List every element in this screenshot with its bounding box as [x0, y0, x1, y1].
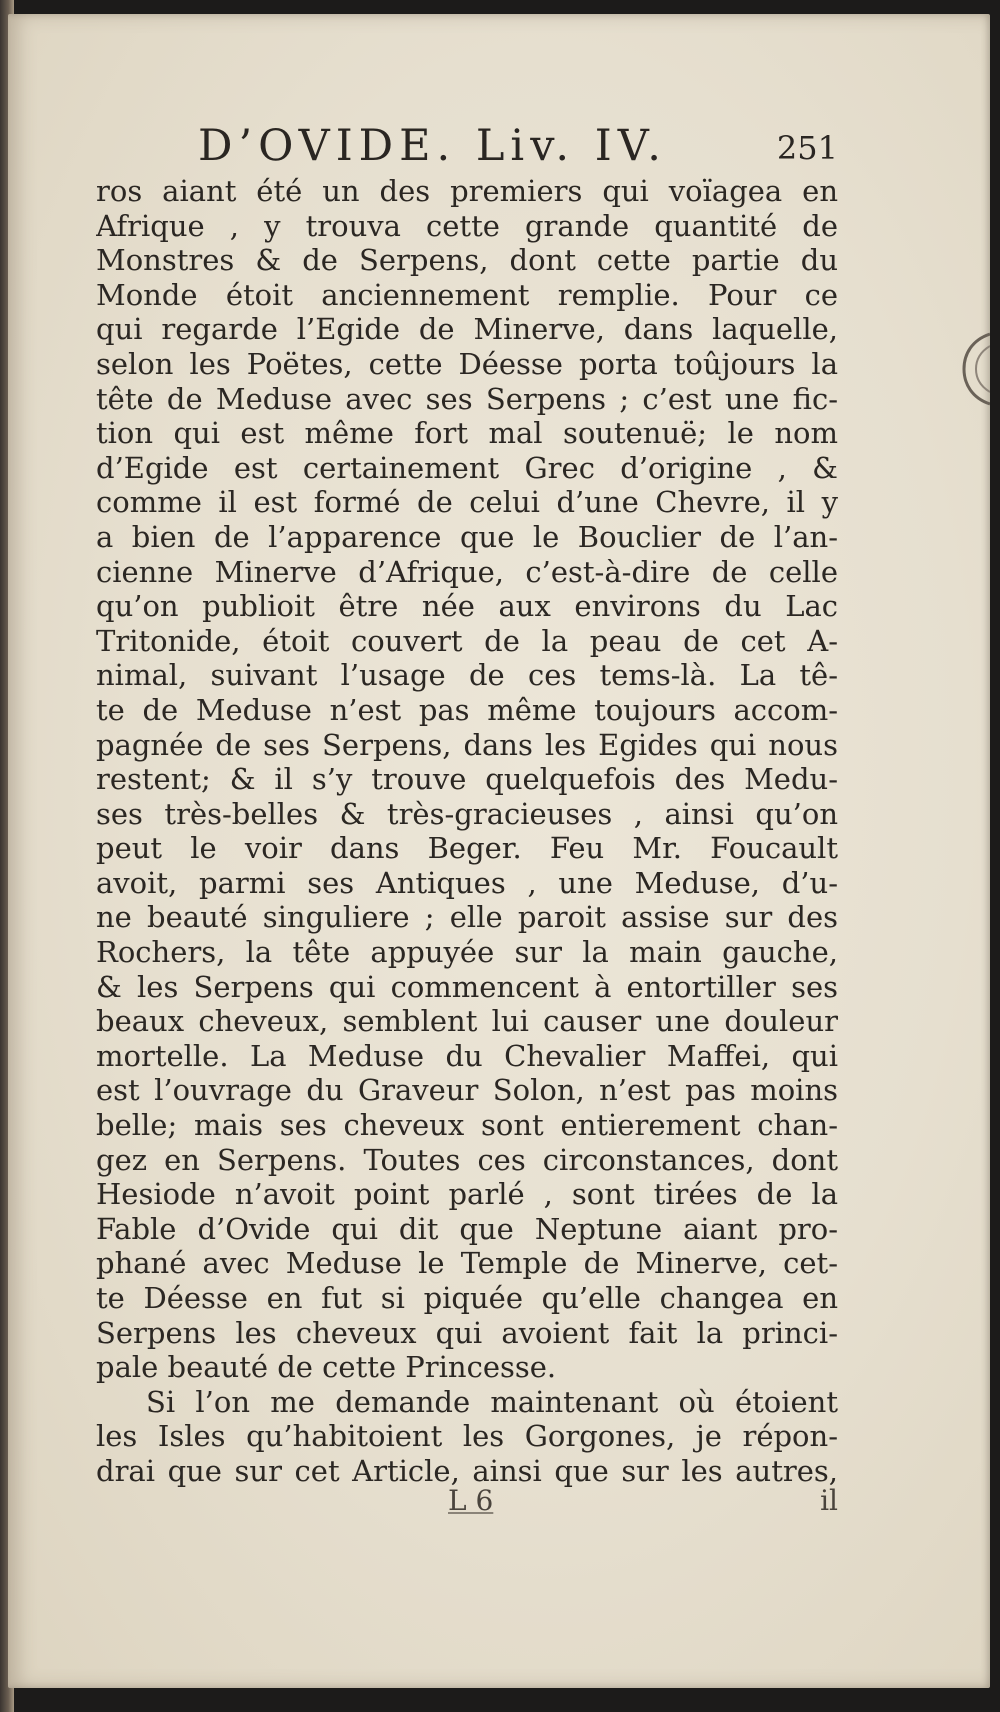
text-line: te de Meduse n’est pas même toujours accom-	[96, 692, 838, 727]
text-line: gez en Serpens. Toutes ces circonstances, dont	[96, 1142, 838, 1177]
signature-mark: L 6	[448, 1484, 494, 1517]
text-line: pagnée de ses Serpens, dans les Egides qui nous	[96, 727, 838, 762]
text-line: est l’ouvrage du Graveur Solon, n’est pas moins	[96, 1073, 838, 1108]
text-line: Rochers, la tête appuyée sur la main gauche,	[96, 935, 838, 970]
text-line: ros aiant été un des premiers qui voïagea en	[96, 174, 838, 208]
text-line: avoit, parmi ses Antiques , une Meduse, d’u-	[96, 865, 838, 900]
page-number: 251	[776, 129, 838, 167]
text-line: qui regarde l’Egide de Minerve, dans laquelle,	[96, 312, 838, 347]
text-line: d’Egide est certainement Grec d’origine , &	[96, 450, 838, 485]
text-line: tête de Meduse avec ses Serpens ; c’est une fic-	[96, 381, 838, 416]
text-line: cienne Minerve d’Afrique, c’est-à-dire de celle	[96, 554, 838, 589]
text-line: belle; mais ses cheveux sont entierement chan-	[96, 1108, 838, 1143]
text-line: beaux cheveux, semblent lui causer une douleur	[96, 1004, 838, 1039]
text-line: comme il est formé de celui d’une Chevre, il y	[96, 485, 838, 520]
text-line: phané avec Meduse le Temple de Minerve, cet-	[96, 1246, 838, 1281]
text-line: selon les Poëtes, cette Déesse porta toûjours la	[96, 346, 838, 381]
page-clip-icon	[960, 332, 990, 406]
book-page	[8, 14, 990, 1688]
text-line: te Déesse en fut si piquée qu’elle changea en	[96, 1281, 838, 1315]
text-line: Afrique , y trouva cette grande quantité de	[96, 208, 838, 243]
text-line: Monde étoit anciennement remplie. Pour ce	[96, 277, 838, 312]
text-line: tion qui est même fort mal soutenuë; le nom	[96, 416, 838, 451]
text-line: Tritonide, étoit couvert de la peau de cet A-	[96, 623, 838, 658]
text-line: ses très-belles & très-gracieuses , ainsi qu’on	[96, 796, 838, 831]
text-line: restent; & il s’y trouve quelquefois des Medu-	[96, 762, 838, 797]
text-line: les Isles qu’habitoient les Gorgones, je répon-	[96, 1419, 838, 1454]
text-line: Fable d’Ovide qui dit que Neptune aiant pro-	[96, 1211, 838, 1246]
text-line: drai que sur cet Article, ainsi que sur les autres,	[96, 1453, 838, 1488]
text-line: a bien de l’apparence que le Bouclier de l’an-	[96, 519, 838, 554]
text-line: Si l’on me demande maintenant où étoient	[146, 1384, 838, 1419]
running-title: D’OVIDE. Liv. IV.	[198, 121, 667, 171]
text-line: mortelle. La Meduse du Chevalier Maffei, qui	[96, 1038, 838, 1073]
text-line: peut le voir dans Beger. Feu Mr. Foucault	[96, 831, 838, 866]
text-line: Monstres & de Serpens, dont cette partie du	[96, 243, 838, 278]
text-line: pale beauté de cette Princesse.	[96, 1350, 557, 1385]
body-text	[96, 174, 838, 1489]
text-line: Hesiode n’avoit point parlé , sont tirées de la	[96, 1177, 838, 1212]
text-line: Serpens les cheveux qui avoient fait la princi-	[96, 1315, 838, 1350]
page-footer	[96, 1484, 838, 1518]
text-line: qu’on publioit être née aux environs du Lac	[96, 589, 838, 624]
text-line: ne beauté singuliere ; elle paroit assise sur des	[96, 900, 838, 935]
text-line: nimal, suivant l’usage de ces tems-là. La tê-	[96, 658, 838, 693]
catchword: il	[820, 1484, 838, 1517]
page-header	[198, 116, 838, 176]
text-line: & les Serpens qui commencent à entortiller ses	[96, 969, 838, 1004]
